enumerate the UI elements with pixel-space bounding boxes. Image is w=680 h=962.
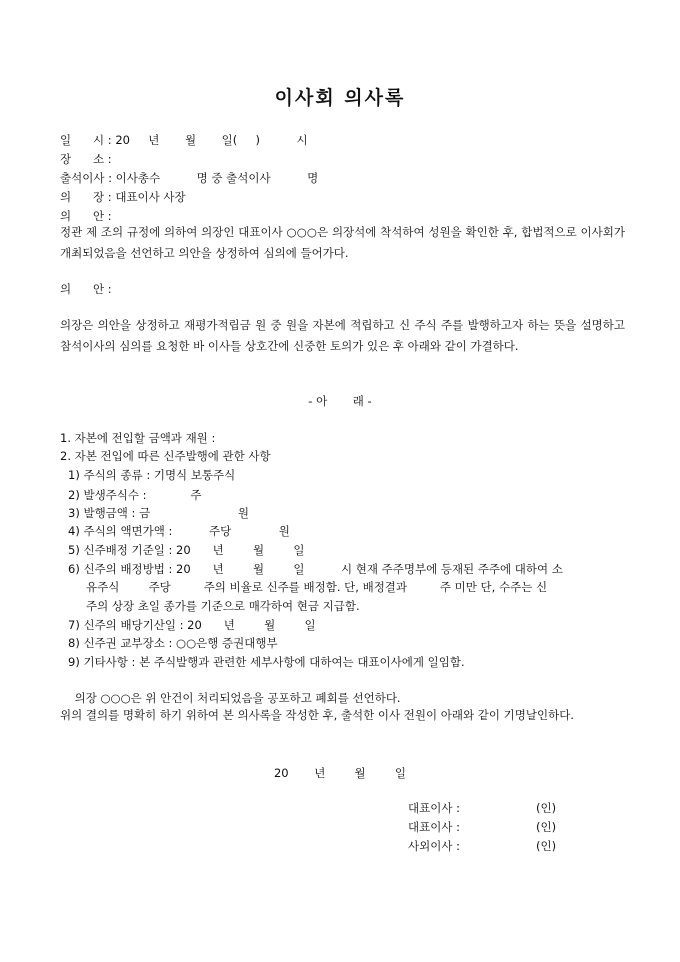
place-line: 장 소 : bbox=[60, 152, 112, 166]
item-9: 9) 기타사항 : 본 주식발행과 관련한 세부사항에 대하여는 대표이사에게 일임함. bbox=[68, 655, 465, 669]
item-6-cont-2: 주의 상장 초일 종가를 기준으로 매각하여 현금 지급함. bbox=[86, 599, 360, 613]
item-5: 5) 신주배정 기준일 : 20 년 월 일 bbox=[68, 543, 305, 557]
item-2: 2) 발생주식수 : 주 bbox=[68, 488, 202, 502]
chair-line: 의 장 : 대표이사 사장 bbox=[60, 190, 186, 204]
item-7: 7) 신주의 배당기산일 : 20 년 월 일 bbox=[68, 618, 316, 632]
below-heading: - 아 래 - bbox=[308, 394, 372, 408]
opening-paragraph: 정관 제 조의 규정에 의하여 의장인 대표이사 ○○○은 의장석에 착석하여 성원을 확인한 후, 합법적으로 이사회가 개최되었음을 선언하고 의안을 상정하여 심의에 들어가다. bbox=[60, 225, 625, 260]
document-title: 이사회 의사록 bbox=[274, 87, 406, 109]
signature-role-2: 대표이사 : bbox=[408, 820, 460, 834]
closing-line-1: 의장 ○○○은 위 안건이 처리되었음을 공포하고 폐회를 선언하다. bbox=[60, 691, 401, 705]
date-line: 일 시 : 20 년 월 일( ) 시 bbox=[60, 133, 308, 147]
section-1: 1. 자본에 전입할 금액과 재원 : bbox=[60, 431, 216, 445]
item-4: 4) 주식의 액면가액 : 주당 원 bbox=[68, 524, 290, 538]
signature-seal-3: (인) bbox=[536, 839, 557, 853]
closing-line-2: 위의 결의를 명확히 하기 위하여 본 의사록을 작성한 후, 출석한 이사 전원이 아래와 같이 기명날인하다. bbox=[60, 708, 574, 722]
footer-date: 20 년 월 일 bbox=[273, 766, 407, 780]
signature-role-3: 사외이사 : bbox=[408, 839, 460, 853]
section-2: 2. 자본 전입에 따른 신주발행에 관한 사항 bbox=[60, 449, 271, 463]
item-6-cont-1: 유주식 주당 주의 비율로 신주를 배정함. 단, 배정결과 주 미만 단, 수주는 신 bbox=[86, 580, 548, 594]
signature-seal-1: (인) bbox=[536, 801, 557, 815]
signature-role-1: 대표이사 : bbox=[408, 801, 460, 815]
agenda-paragraph: 의장은 의안을 상정하고 재평가적립금 원 중 원을 자본에 적립하고 신 주식 주를 발행하고자 하는 뜻을 설명하고 참석이사의 심의를 요청한 바 이사들 상호간에 신중한 토의가 있은 후 아래와 같이 가결하다. bbox=[60, 318, 625, 353]
agenda-label: 의 안 : bbox=[60, 282, 112, 296]
agenda-line: 의 안 : bbox=[60, 209, 112, 223]
item-3: 3) 발행금액 : 금 원 bbox=[68, 506, 250, 520]
signature-seal-2: (인) bbox=[536, 820, 557, 834]
item-1: 1) 주식의 종류 : 기명식 보통주식 bbox=[68, 468, 236, 482]
attendance-line: 출석이사 : 이사총수 명 중 출석이사 명 bbox=[60, 171, 319, 185]
item-6: 6) 신주의 배정방법 : 20 년 월 일 시 현재 주주명부에 등재된 주주에 대하여 소 bbox=[68, 562, 563, 576]
item-8: 8) 신주권 교부장소 : ○○은행 증권대행부 bbox=[68, 636, 278, 650]
